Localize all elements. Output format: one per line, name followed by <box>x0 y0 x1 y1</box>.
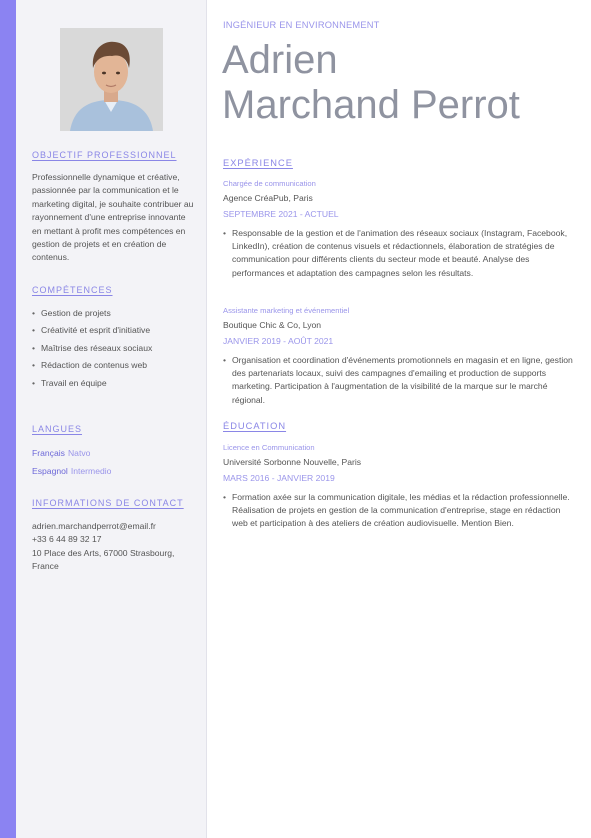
language-name: Français <box>32 448 65 458</box>
column-divider <box>206 0 207 838</box>
education-description: • Formation axée sur la communication digitale, les médias et la rédaction professionnelle. Réalisation de projets en gestion de la communication d'entreprise, stage en rédaction web et participation à des ateliers de création audiovisuelle. Mention Bien. <box>223 491 573 531</box>
experience-entry <box>223 304 573 407</box>
job-company: Agence CréaPub, Paris <box>223 193 313 203</box>
job-dates: JANVIER 2019 - AOÛT 2021 <box>223 336 334 346</box>
education-heading: ÉDUCATION <box>223 421 287 431</box>
education-entry <box>223 441 573 531</box>
skills-heading: COMPÉTENCES <box>32 285 113 295</box>
contact-phone: +33 6 44 89 32 17 <box>32 534 102 545</box>
language-level: Intermedio <box>70 466 112 476</box>
contact-email: adrien.marchandperrot@email.fr <box>32 521 156 531</box>
contact-heading: INFORMATIONS DE CONTACT <box>32 498 184 508</box>
job-title: Assistante marketing et événementiel <box>223 306 350 315</box>
job-title: Chargée de communication <box>223 179 316 188</box>
school-name: Université Sorbonne Nouvelle, Paris <box>223 457 362 467</box>
language-level: Natvo <box>67 448 91 458</box>
name-line-first: Adrien <box>222 38 338 82</box>
job-description: • Organisation et coordination d'événements promotionnels en magasin et en ligne, gestion des partenariats locaux, suivi des campagnes d'emailing et production de supports marketing. Participation à l'augmentation de la visibilité de la marque sur le marché régional. <box>223 354 573 407</box>
skill-item: • Rédaction de contenus web <box>32 357 152 374</box>
job-subtitle: INGÉNIEUR EN ENVIRONNEMENT <box>223 20 380 30</box>
job-company: Boutique Chic & Co, Lyon <box>223 320 322 330</box>
education-dates: MARS 2016 - JANVIER 2019 <box>223 473 335 483</box>
objective-text: Professionnelle dynamique et créative, passionnée par la communication et le marketing digital, je souhaite contribuer au rayonnement d'une entreprise innovante en mettant à profit mes compétences en gestion de projets et en création de contenus. <box>32 172 194 263</box>
candidate-name <box>222 38 582 128</box>
skill-item: • Maîtrise des réseaux sociaux <box>32 340 152 357</box>
language-row <box>32 448 90 458</box>
skill-item: • Créativité et esprit d'initiative <box>32 322 152 339</box>
skill-item: • Gestion de projets <box>32 305 152 322</box>
languages-heading: LANGUES <box>32 424 83 434</box>
skills-list <box>32 305 152 392</box>
portrait-image <box>60 28 163 131</box>
objective-heading: OBJECTIF PROFESSIONNEL <box>32 150 177 160</box>
language-row <box>32 466 111 476</box>
job-dates: SEPTEMBRE 2021 - ACTUEL <box>223 209 339 219</box>
contact-info <box>32 520 192 574</box>
accent-bar <box>0 0 16 838</box>
contact-address: 10 Place des Arts, 67000 Strasbourg, France <box>32 547 175 572</box>
degree-title: Licence en Communication <box>223 443 315 452</box>
profile-photo <box>60 28 163 131</box>
language-name: Espagnol <box>32 466 68 476</box>
name-line-last: Marchand Perrot <box>222 83 520 127</box>
experience-heading: EXPÉRIENCE <box>223 158 293 168</box>
skill-item: • Travail en équipe <box>32 375 152 392</box>
job-description: • Responsable de la gestion et de l'animation des réseaux sociaux (Instagram, Facebook, LinkedIn), création de contenus visuels et rédactionnels, élaboration de stratégies de communication pour différents clients du secteur mode et beauté. Analyse des performances et adaptation des campagnes selon les résultats. <box>223 227 573 280</box>
experience-entry <box>223 177 573 280</box>
